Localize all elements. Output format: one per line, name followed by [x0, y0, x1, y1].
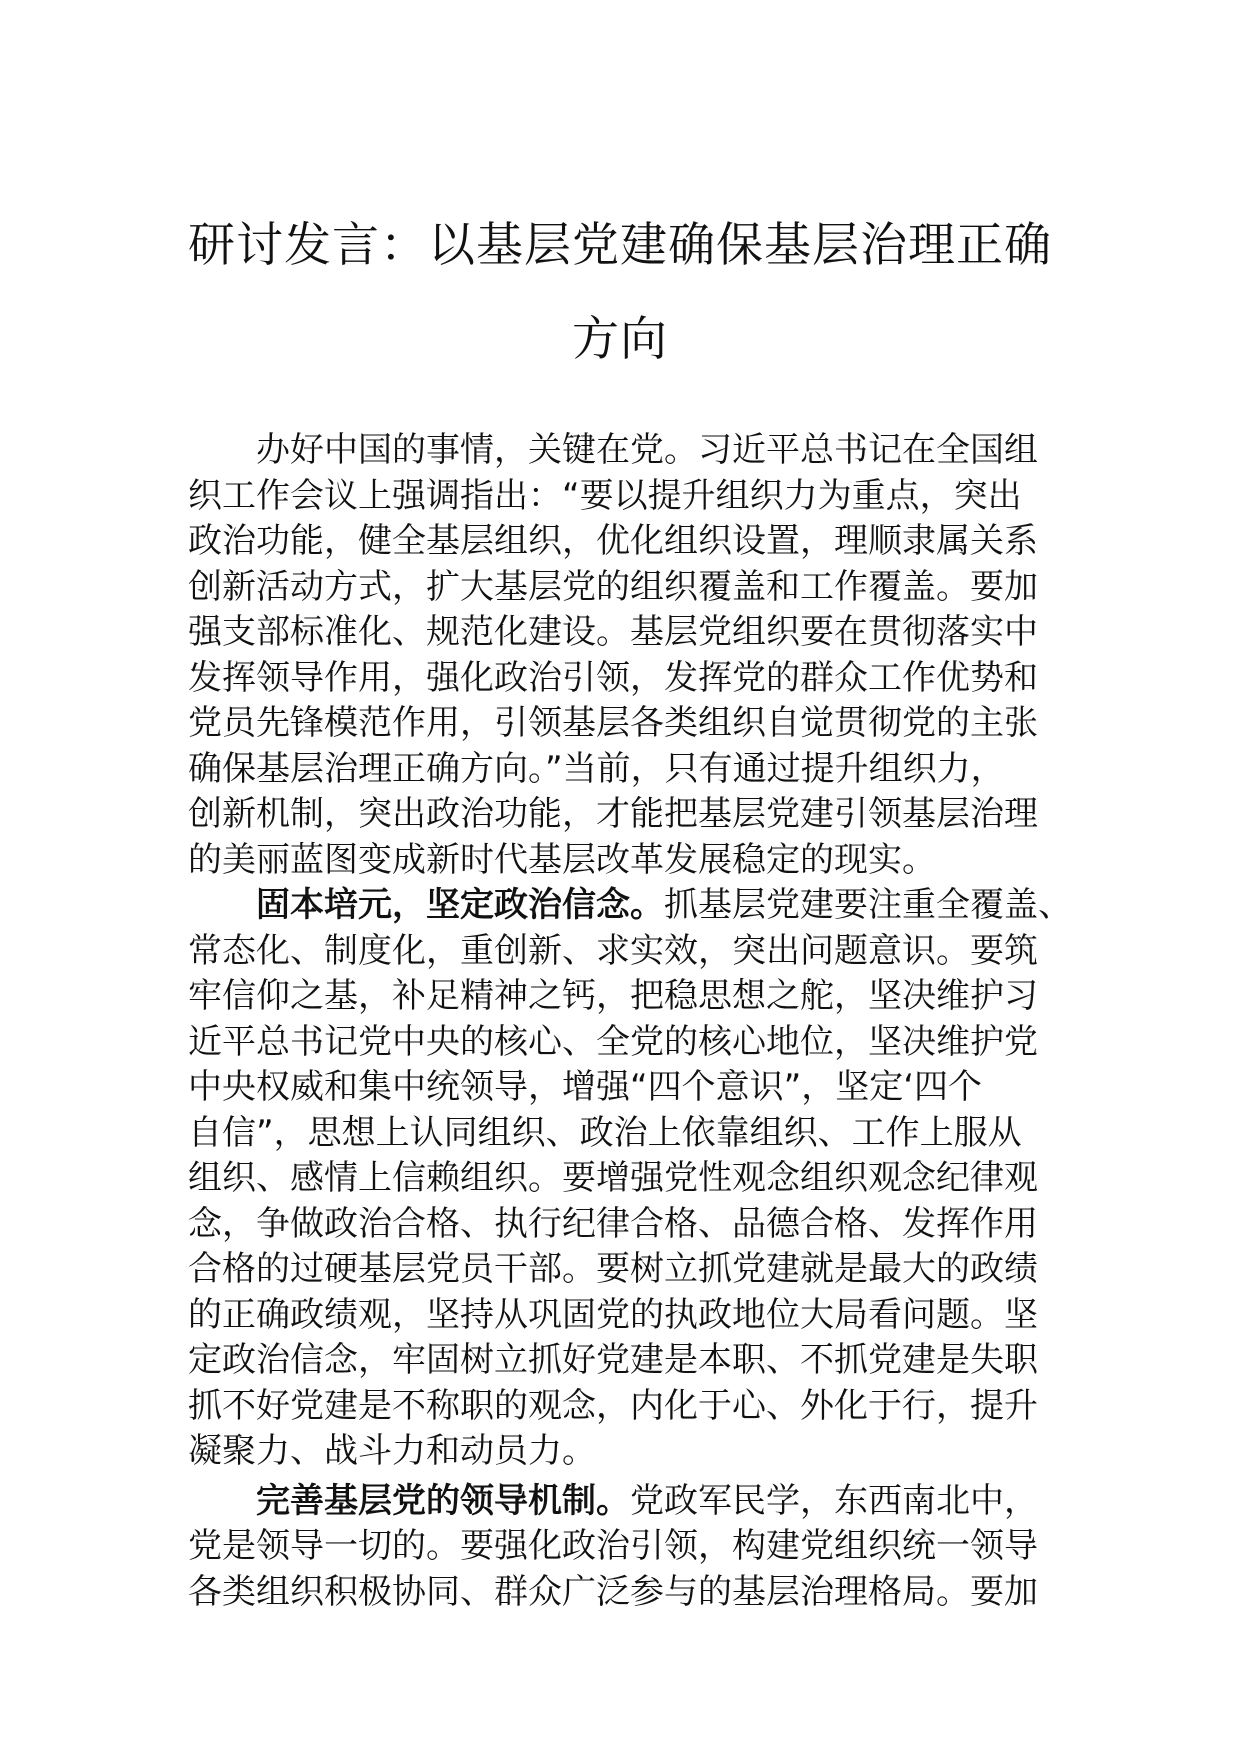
paragraph-line-rest: 党政军民学，东西南北中， [630, 1480, 1038, 1521]
paragraph-line: 政治功能，健全基层组织，优化组织设置，理顺隶属关系 [188, 521, 1038, 561]
paragraph-line: 各类组织积极协同、群众广泛参与的基层治理格局。要加 [188, 1571, 1038, 1612]
paragraph-line: 组织、感情上信赖组织。要增强党性观念组织观念纪律观 [188, 1158, 1038, 1198]
paragraph-leadership-mechanism [188, 1479, 1068, 1616]
paragraph-political-belief [188, 883, 1072, 1475]
paragraph-line: 牢信仰之基，补足精神之钙，把稳思想之舵，坚决维护习 [188, 976, 1038, 1016]
paragraph-first-line [188, 883, 1072, 929]
paragraph-line: 的美丽蓝图变成新时代基层改革发展稳定的现实。 [188, 839, 936, 880]
paragraph-line: 合格的过硬基层党员干部。要树立抓党建就是最大的政绩 [188, 1249, 1038, 1289]
paragraph-line: 抓不好党建是不称职的观念，内化于心、外化于行，提升 [188, 1385, 1038, 1426]
paragraph-line: 确保基层治理正确方向。”当前，只有通过提升组织力， [188, 748, 1005, 789]
paragraph-line: 的正确政绩观，坚持从巩固党的执政地位大局看问题。坚 [188, 1294, 1038, 1335]
paragraph-line: 近平总书记党中央的核心、全党的核心地位，坚决维护党 [188, 1021, 1038, 1062]
paragraph-line: 强支部标准化、规范化建设。基层党组织要在贯彻落实中 [188, 612, 1038, 652]
document-body [188, 428, 1072, 1615]
document-title-line-2: 方向 [572, 312, 668, 367]
section-lead-heading: 固本培元，坚定政治信念。 [256, 885, 664, 925]
section-lead-heading: 完善基层党的领导机制。 [256, 1480, 630, 1521]
document-title-line-1: 研讨发言：以基层党建确保基层治理正确 [188, 218, 1052, 273]
paragraph-line: 党员先锋模范作用，引领基层各类组织自觉贯彻党的主张 [188, 703, 1038, 743]
paragraph-line: 办好中国的事情，关键在党。习近平总书记在全国组 [256, 430, 1038, 470]
paragraph-line: 中央权威和集中统领导，增强“四个意识”，坚定‘四个 [188, 1067, 983, 1107]
paragraph-line: 创新活动方式，扩大基层党的组织覆盖和工作覆盖。要加 [188, 566, 1038, 607]
paragraph-line: 凝聚力、战斗力和动员力。 [188, 1431, 596, 1471]
paragraph-line: 创新机制，突出政治功能，才能把基层党建引领基层治理 [188, 794, 1038, 834]
paragraph-line: 织工作会议上强调指出：“要以提升组织力为重点，突出 [188, 475, 1022, 516]
paragraph-line: 党是领导一切的。要强化政治引领，构建党组织统一领导 [188, 1526, 1038, 1566]
paragraph-intro [188, 428, 1068, 883]
paragraph-line: 发挥领导作用，强化政治引领，发挥党的群众工作优势和 [188, 657, 1038, 698]
paragraph-line: 常态化、制度化，重创新、求实效，突出问题意识。要筑 [188, 930, 1038, 971]
paragraph-line: 念，争做政治合格、执行纪律合格、品德合格、发挥作用 [188, 1203, 1038, 1244]
paragraph-first-line [188, 1479, 1068, 1525]
paragraph-line: 自信”，思想上认同组织、政治上依靠组织、工作上服从 [188, 1112, 1022, 1153]
paragraph-line: 定政治信念，牢固树立抓好党建是本职、不抓党建是失职 [188, 1340, 1038, 1380]
paragraph-line-rest: 抓基层党建要注重全覆盖、 [664, 885, 1072, 925]
